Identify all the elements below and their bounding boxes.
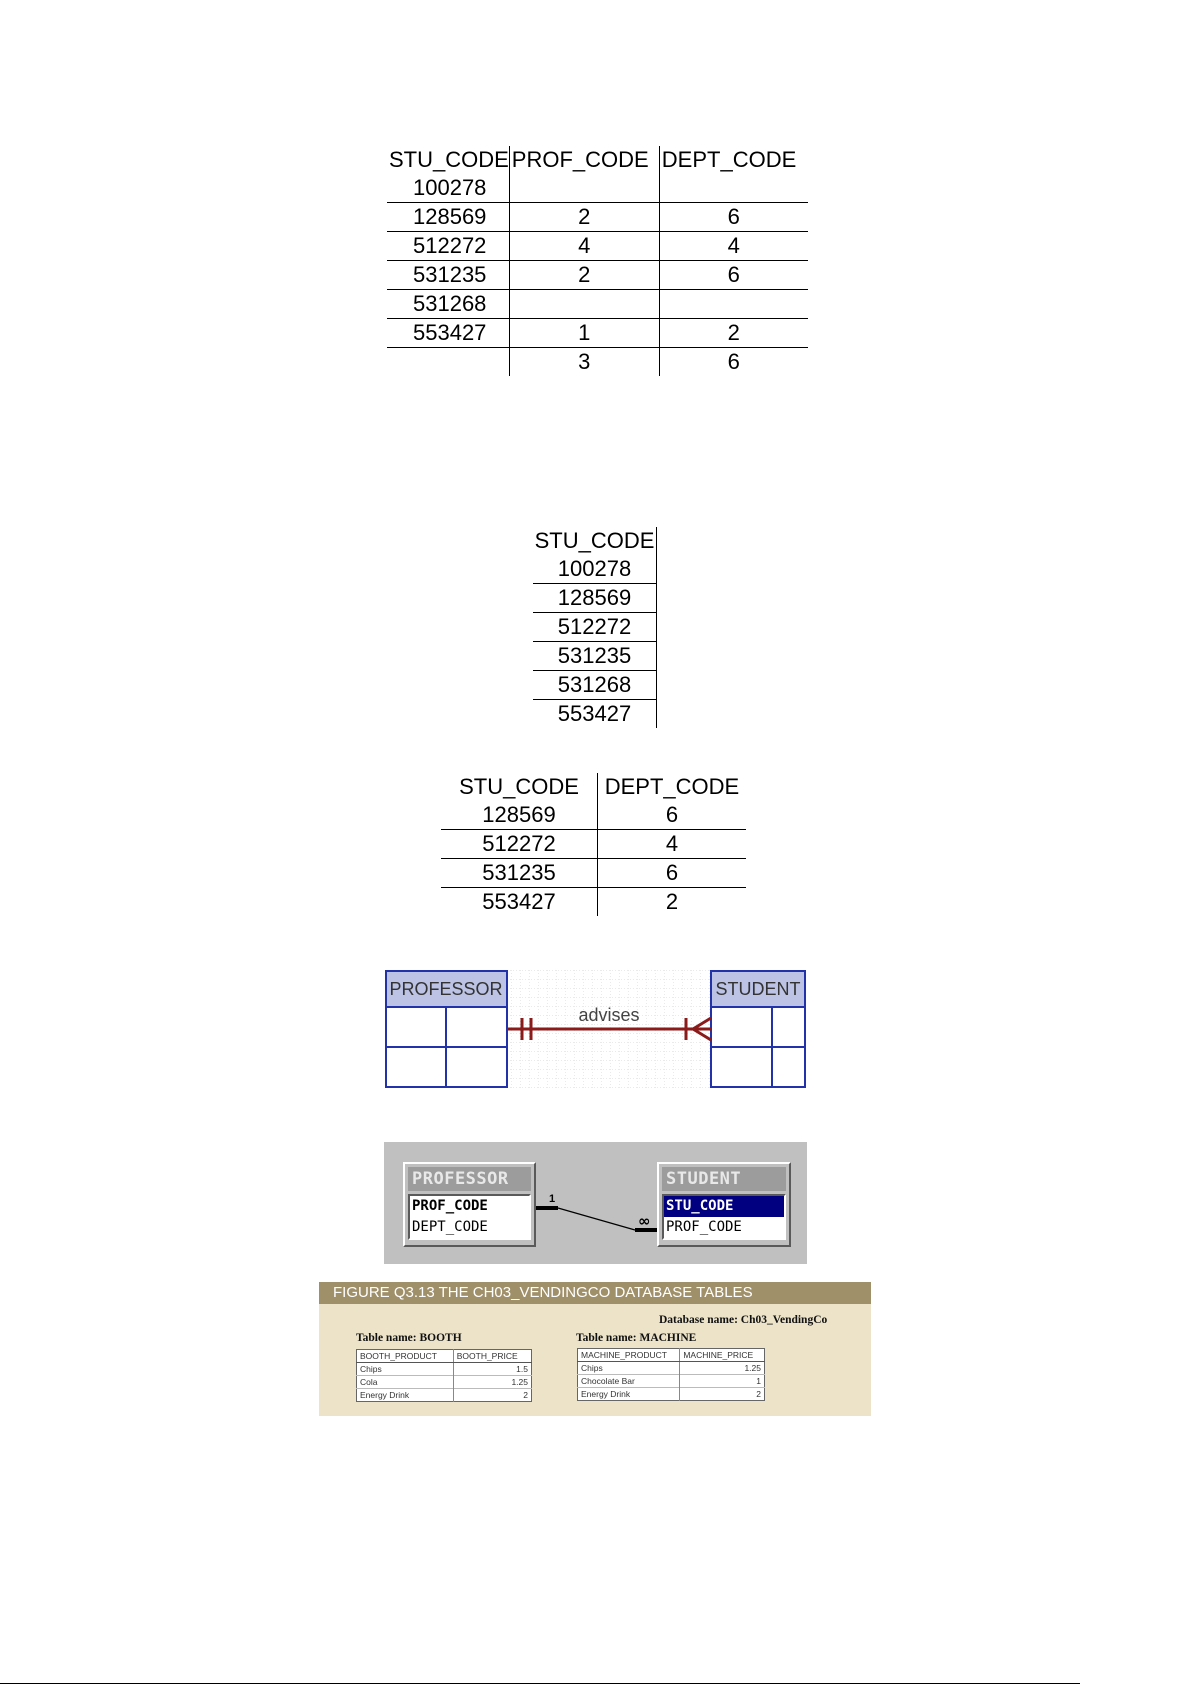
table-row — [533, 584, 657, 613]
er-diagram-crows-foot — [385, 970, 807, 1089]
table-cell: 2 — [659, 319, 808, 348]
page-footer-rule — [0, 1683, 1080, 1684]
table-cell: 553427 — [557, 701, 632, 726]
table-row — [357, 1389, 532, 1402]
table-cell: 2 — [509, 261, 659, 290]
table-header-row — [387, 146, 808, 174]
table-stu-dept — [441, 773, 746, 916]
table-cell: 531235 — [413, 262, 487, 287]
table-row — [387, 174, 808, 203]
table-cell — [659, 290, 808, 319]
table-cell: 512272 — [482, 831, 556, 856]
table-row — [441, 801, 746, 830]
table-cell: 1.25 — [453, 1376, 531, 1389]
table-cell — [509, 174, 659, 203]
table-cell: 553427 — [482, 889, 556, 914]
table-cell: 3 — [509, 348, 659, 377]
table-stu-code — [533, 527, 657, 728]
table-cell: 531235 — [482, 860, 556, 885]
table-cell: 128569 — [482, 802, 556, 827]
one-side-label: 1 — [549, 1193, 556, 1205]
column-header: MACHINE_PRICE — [680, 1349, 765, 1362]
table-cell: Chips — [357, 1363, 454, 1376]
table-row — [387, 290, 808, 319]
table-row — [533, 642, 657, 671]
figure-heading — [319, 1282, 871, 1304]
professor-table-title: PROFESSOR — [408, 1167, 531, 1191]
table-cell: 2 — [453, 1389, 531, 1402]
table-cell: Energy Drink — [578, 1388, 680, 1401]
student-entity-label: STUDENT — [715, 979, 801, 999]
column-header: STU_CODE — [389, 147, 509, 172]
table-row — [578, 1362, 765, 1375]
table-row — [578, 1375, 765, 1388]
table-cell: Chocolate Bar — [578, 1375, 680, 1388]
column-header: MACHINE_PRODUCT — [578, 1349, 680, 1362]
table-row — [441, 888, 746, 917]
table-cell: 4 — [509, 232, 659, 261]
table-cell: 553427 — [413, 320, 487, 345]
table-cell: 100278 — [413, 175, 487, 200]
field-prof-code[interactable]: PROF_CODE — [412, 1198, 488, 1214]
column-header: DEPT_CODE — [598, 773, 747, 801]
table-header-row — [533, 527, 657, 555]
column-header: BOOTH_PRICE — [453, 1350, 531, 1363]
table-cell: 4 — [659, 232, 808, 261]
table-row — [387, 203, 808, 232]
table-cell: 1.5 — [453, 1363, 531, 1376]
table-row — [387, 348, 808, 377]
table-row — [533, 613, 657, 642]
table-row — [357, 1363, 532, 1376]
table-row — [533, 700, 657, 729]
table-cell: 6 — [598, 801, 747, 830]
table-cell: 4 — [598, 830, 747, 859]
table-cell: 6 — [659, 203, 808, 232]
table-cell: 1 — [509, 319, 659, 348]
table-row — [357, 1376, 532, 1389]
student-entity — [711, 971, 805, 1087]
table-cell: 128569 — [413, 204, 487, 229]
table-cell: 1.25 — [680, 1362, 765, 1375]
table-row — [387, 261, 808, 290]
table-cell: 128569 — [557, 585, 632, 610]
column-header: BOOTH_PRODUCT — [357, 1350, 454, 1363]
booth-table — [356, 1349, 532, 1402]
field-dept-code[interactable]: DEPT_CODE — [412, 1219, 488, 1235]
table-header-row — [578, 1349, 765, 1362]
table-stu-prof-dept — [387, 146, 808, 376]
table-cell: 531268 — [557, 672, 632, 697]
professor-entity-label: PROFESSOR — [389, 979, 503, 999]
table-cell: 2 — [598, 888, 747, 917]
machine-caption: Table name: MACHINE — [576, 1332, 697, 1344]
table-cell: 512272 — [557, 614, 632, 639]
relationship-label: advises — [578, 1005, 640, 1025]
table-row — [441, 859, 746, 888]
table-cell: 6 — [598, 859, 747, 888]
table-cell: 1 — [680, 1375, 765, 1388]
table-cell — [659, 174, 808, 203]
column-header: DEPT_CODE — [659, 146, 808, 174]
database-name: Database name: Ch03_VendingCo — [659, 1314, 828, 1326]
column-header: STU_CODE — [534, 528, 655, 553]
table-cell: 531268 — [413, 291, 487, 316]
field-stu-code[interactable]: STU_CODE — [664, 1196, 784, 1217]
vendingco-figure — [319, 1282, 871, 1416]
table-header-row — [441, 773, 746, 801]
figure-heading-text: FIGURE Q3.13 THE CH03_VENDINGCO DATABASE TABLES — [333, 1284, 753, 1301]
table-row — [533, 671, 657, 700]
table-cell: 2 — [680, 1388, 765, 1401]
table-row — [533, 555, 657, 584]
access-relationship-diagram — [384, 1142, 807, 1264]
table-cell: Chips — [578, 1362, 680, 1375]
table-cell: 2 — [509, 203, 659, 232]
table-cell: Cola — [357, 1376, 454, 1389]
table-row — [387, 232, 808, 261]
booth-caption: Table name: BOOTH — [356, 1332, 462, 1344]
table-cell — [509, 290, 659, 319]
table-row — [578, 1388, 765, 1401]
table-header-row — [357, 1350, 532, 1363]
table-row — [441, 830, 746, 859]
column-header: PROF_CODE — [509, 146, 659, 174]
table-row — [387, 319, 808, 348]
table-cell: Energy Drink — [357, 1389, 454, 1402]
table-cell: 100278 — [557, 556, 632, 581]
relationship-join-line — [384, 1142, 807, 1264]
professor-entity — [386, 971, 507, 1087]
table-cell: 6 — [659, 348, 808, 377]
table-cell: 6 — [659, 261, 808, 290]
field-prof-code[interactable]: PROF_CODE — [666, 1219, 742, 1235]
student-table-title: STUDENT — [662, 1167, 786, 1191]
table-cell — [387, 348, 509, 377]
table-cell: 512272 — [413, 233, 487, 258]
table-cell: 531235 — [557, 643, 632, 668]
machine-table — [577, 1348, 765, 1401]
many-side-label: ∞ — [638, 1212, 651, 1230]
column-header: STU_CODE — [459, 774, 579, 799]
